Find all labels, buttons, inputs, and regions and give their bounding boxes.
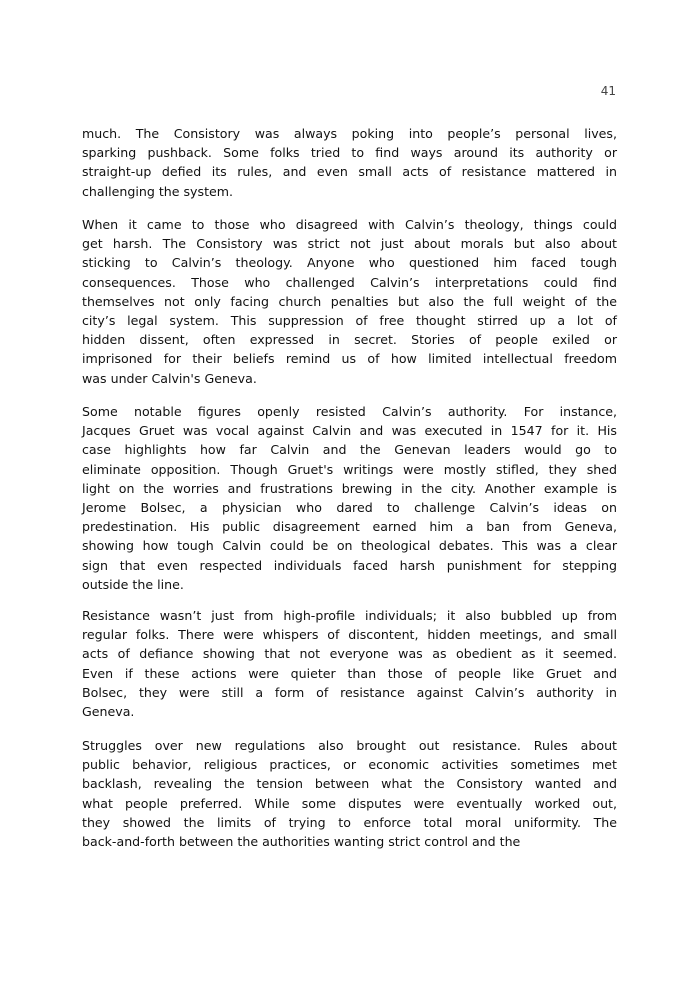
paragraph: [82, 124, 617, 201]
text-line: light on the worries and frustrations brewing in the city. Another example is: [82, 480, 617, 496]
text-line: outside the line.: [82, 576, 184, 592]
text-line: Some notable figures openly resisted Calvin’s authority. For instance,: [82, 404, 617, 419]
text-line: was under Calvin's Geneva.: [82, 370, 257, 386]
text-line: public behavior, religious practices, or economic activities sometimes met: [82, 757, 617, 773]
text-line: much. The Consistory was always poking into people’s personal lives,: [82, 126, 617, 141]
text-line: Geneva.: [82, 703, 135, 719]
text-line: sign that even respected individuals faced harsh punishment for stepping: [82, 557, 617, 573]
paragraph: [82, 736, 617, 851]
text-line: city’s legal system. This suppression of free thought stirred up a lot of: [82, 312, 617, 328]
paragraph: [82, 215, 617, 388]
paragraph: [82, 606, 617, 721]
text-line: acts of defiance showing that not everyone was as obedient as it seemed.: [82, 646, 617, 662]
text-line: what people preferred. While some disputes were eventually worked out,: [82, 795, 617, 811]
text-line: backlash, revealing the tension between what the Consistory wanted and: [82, 776, 617, 792]
text-line: challenging the system.: [82, 183, 234, 199]
text-line: Jacques Gruet was vocal against Calvin and was executed in 1547 for it. His: [82, 423, 617, 439]
text-line: Struggles over new regulations also brought out resistance. Rules about: [82, 738, 617, 753]
text-line: Even if these actions were quieter than those of people like Gruet and: [82, 665, 617, 681]
text-line: get harsh. The Consistory was strict not just about morals but also about: [82, 236, 617, 252]
text-line: Resistance wasn’t just from high-profile individuals; it also bubbled up from: [82, 608, 617, 623]
text-line: themselves not only facing church penalties but also the full weight of the: [82, 293, 617, 309]
text-line: they showed the limits of trying to enforce total moral uniformity. The: [82, 814, 617, 830]
text-line: sticking to Calvin’s theology. Anyone who questioned him faced tough: [82, 255, 617, 271]
text-line: hidden dissent, often expressed in secret. Stories of people exiled or: [82, 332, 617, 348]
text-line: regular folks. There were whispers of discontent, hidden meetings, and small: [82, 627, 617, 643]
text-line: sparking pushback. Some folks tried to find ways around its authority or: [82, 145, 617, 161]
text-line: case highlights how far Calvin and the Genevan leaders would go to: [82, 442, 617, 458]
text-line: straight-up defied its rules, and even small acts of resistance mattered in: [82, 164, 617, 180]
text-line: consequences. Those who challenged Calvin’s interpretations could find: [82, 274, 617, 290]
text-line: Bolsec, they were still a form of resistance against Calvin’s authority in: [82, 684, 617, 700]
text-line: showing how tough Calvin could be on theological debates. This was a clear: [82, 538, 617, 554]
text-line: predestination. His public disagreement earned him a ban from Geneva,: [82, 519, 617, 535]
text-line: imprisoned for their beliefs remind us of how limited intellectual freedom: [82, 351, 617, 367]
text-line: back-and-forth between the authorities wanting strict control and the: [82, 833, 521, 849]
page-number: 41: [600, 84, 616, 98]
text-line: Jerome Bolsec, a physician who dared to challenge Calvin’s ideas on: [82, 499, 617, 515]
text-line: eliminate opposition. Though Gruet's writings were mostly stifled, they shed: [82, 461, 617, 477]
text-line: When it came to those who disagreed with Calvin’s theology, things could: [82, 217, 617, 232]
paragraph: [82, 402, 617, 594]
